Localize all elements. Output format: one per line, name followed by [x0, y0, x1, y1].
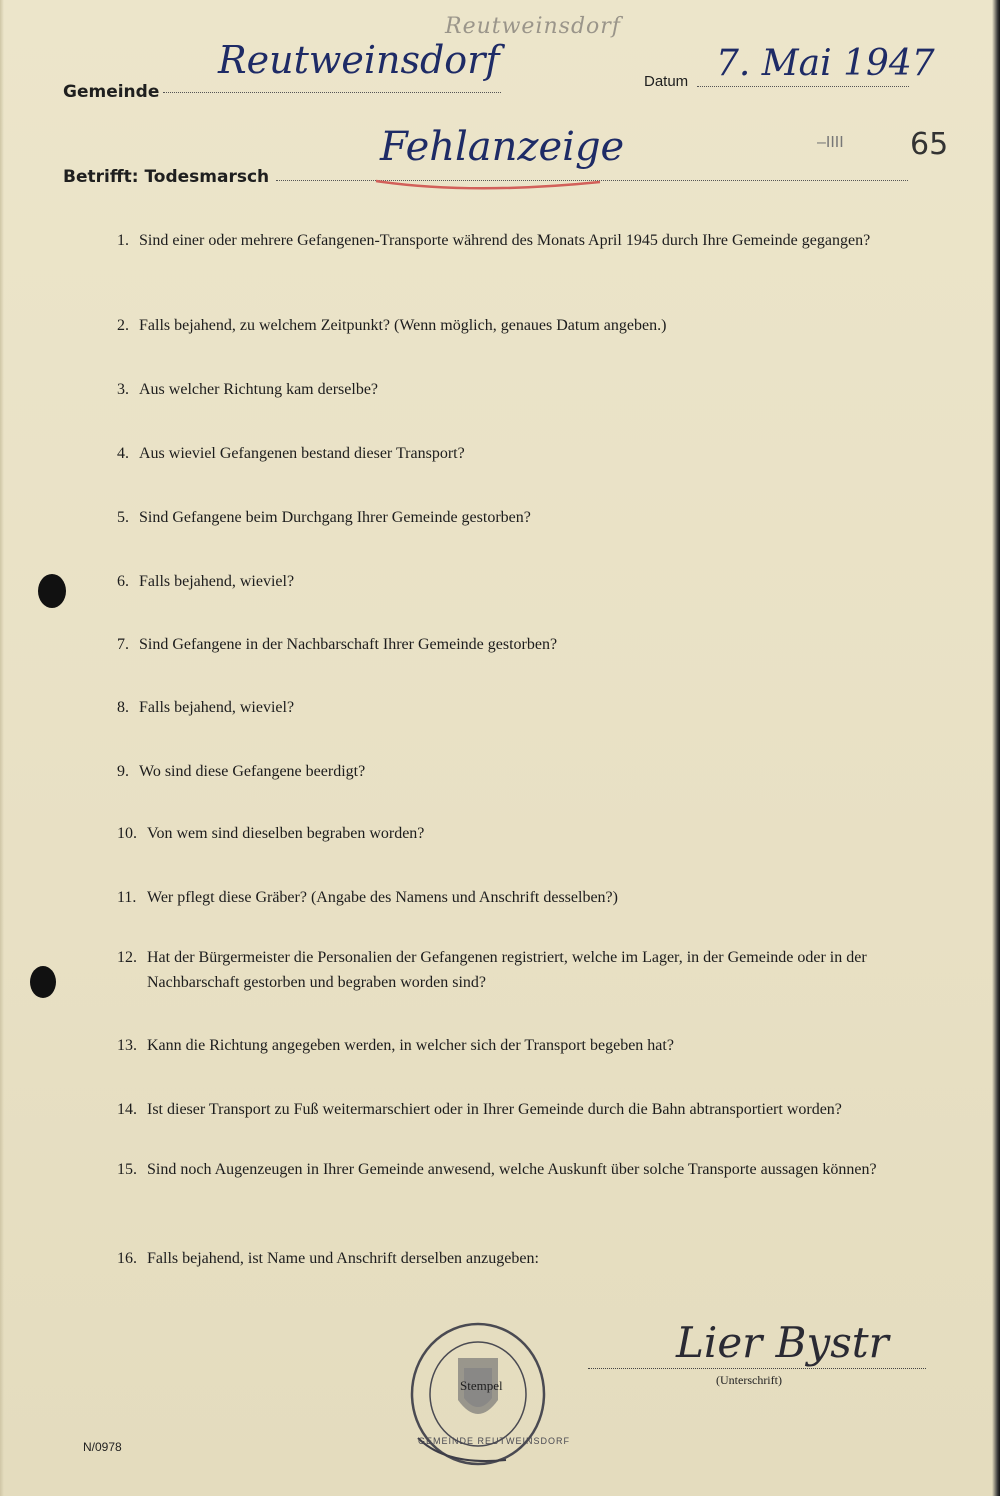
question-2 [117, 313, 925, 338]
question-number: 9. [117, 763, 129, 780]
stamp-label: Stempel [460, 1378, 503, 1393]
question-text: Sind einer oder mehrere Gefangenen-Transporte während des Monats April 1945 durch Ihre Gemeinde gegangen? [139, 232, 871, 249]
question-number: 14. [117, 1101, 137, 1118]
question-text: Wer pflegt diese Gräber? (Angabe des Namens und Anschrift desselben?) [147, 889, 618, 906]
question-4 [117, 441, 925, 466]
question-14 [117, 1097, 925, 1122]
question-number: 3. [117, 381, 129, 398]
question-7 [117, 632, 925, 657]
question-text: Falls bejahend, zu welchem Zeitpunkt? (Wenn möglich, genaues Datum angeben.) [139, 317, 667, 334]
question-13 [117, 1033, 925, 1058]
signature-line [588, 1368, 926, 1369]
question-text: Sind noch Augenzeugen in Ihrer Gemeinde anwesend, welche Auskunft über solche Transporte aussagen können? [147, 1161, 877, 1178]
punch-hole [30, 966, 56, 998]
reference-number: 65 [910, 127, 949, 162]
datum-label: Datum [644, 73, 689, 90]
question-number: 1. [117, 232, 129, 249]
question-text: Falls bejahend, wieviel? [139, 699, 295, 716]
pencil-note: Reutweinsdorf [445, 14, 621, 39]
question-11 [117, 885, 925, 910]
red-underline [0, 0, 1000, 200]
question-text: Sind Gefangene in der Nachbarschaft Ihrer Gemeinde gestorben? [139, 636, 558, 653]
question-number: 16. [117, 1250, 137, 1267]
betrifft-handwritten: Fehlanzeige [380, 124, 625, 170]
question-text: Falls bejahend, ist Name und Anschrift derselben anzugeben: [147, 1250, 539, 1267]
gemeinde-label: Gemeinde [63, 82, 160, 102]
question-3 [117, 377, 925, 402]
question-16 [117, 1246, 925, 1271]
signature-label: (Unterschrift) [716, 1373, 782, 1387]
question-number: 6. [117, 573, 129, 590]
question-8 [117, 695, 925, 720]
question-text: Aus wieviel Gefangenen bestand dieser Transport? [139, 445, 465, 462]
betrifft-label: Betrifft: Todesmarsch [63, 167, 270, 187]
stamp-ring-text: GEMEINDE REUTWEINSDORF [418, 1436, 571, 1446]
question-number: 4. [117, 445, 129, 462]
question-text: Falls bejahend, wieviel? [139, 573, 295, 590]
question-1 [117, 228, 925, 253]
reference-marks: –IIII [817, 134, 844, 151]
question-text: Von wem sind dieselben begraben worden? [147, 825, 425, 842]
question-number: 13. [117, 1037, 137, 1054]
question-text: Ist dieser Transport zu Fuß weitermarschiert oder in Ihrer Gemeinde durch die Bahn abtransportiert worden? [147, 1101, 842, 1118]
question-number: 7. [117, 636, 129, 653]
question-number: 10. [117, 825, 137, 842]
question-number: 11. [117, 889, 137, 906]
question-number: 5. [117, 509, 129, 526]
punch-hole [38, 574, 66, 608]
question-number: 8. [117, 699, 129, 716]
question-text: Kann die Richtung angegeben werden, in welcher sich der Transport begeben hat? [147, 1037, 674, 1054]
question-number: 12. [117, 949, 137, 966]
question-10 [117, 821, 925, 846]
question-text: Aus welcher Richtung kam derselbe? [139, 381, 379, 398]
question-12 [117, 945, 925, 995]
datum-handwritten: 7. Mai 1947 [716, 43, 935, 84]
question-9 [117, 759, 925, 784]
question-text: Sind Gefangene beim Durchgang Ihrer Gemeinde gestorben? [139, 509, 531, 526]
gemeinde-handwritten: Reutweinsdorf [218, 38, 500, 82]
question-text: Wo sind diese Gefangene beerdigt? [139, 763, 366, 780]
signature: Lier Bystr [676, 1318, 889, 1367]
paper-edge-left [0, 0, 4, 1496]
paper-edge-right [992, 0, 1000, 1496]
question-15 [117, 1157, 925, 1182]
question-5 [117, 505, 925, 530]
question-number: 15. [117, 1161, 137, 1178]
question-text: Hat der Bürgermeister die Personalien der Gefangenen registriert, welche im Lager, in der Gemeinde oder in der Nachbarschaft gestorben und begraben worden sind? [147, 949, 867, 991]
form-code: N/0978 [83, 1440, 122, 1454]
question-number: 2. [117, 317, 129, 334]
question-6 [117, 569, 925, 594]
